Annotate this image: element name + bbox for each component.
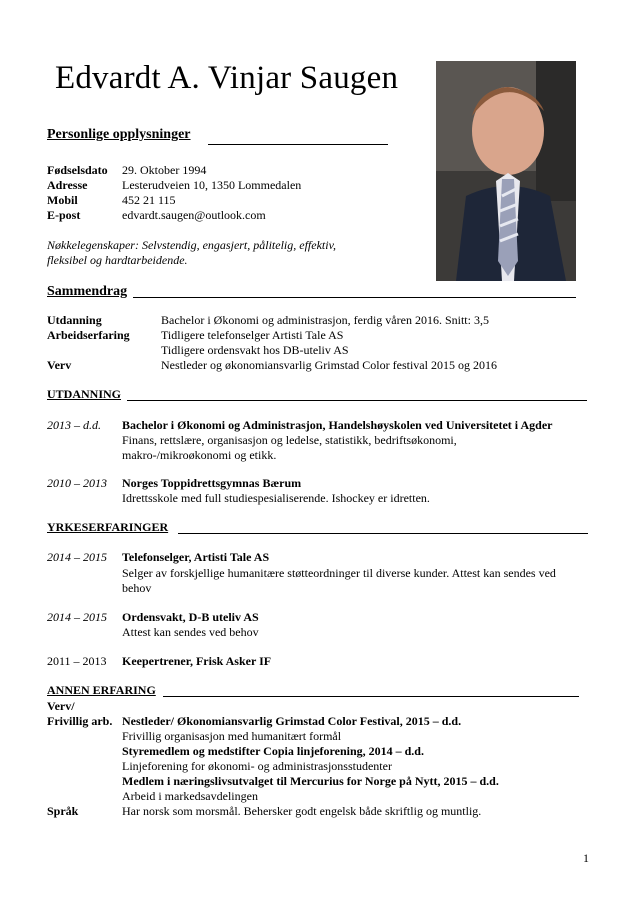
summary-label-education: Utdanning	[47, 313, 102, 327]
key-traits-line1: Nøkkelegenskaper: Selvstendig, engasjert, pålitelig, effektiv,	[47, 238, 337, 252]
other-label: Frivillig arb.	[47, 714, 113, 728]
other-label: Verv/	[47, 699, 75, 713]
value-address: Lesterudveien 10, 1350 Lommedalen	[122, 178, 302, 192]
job-period: 2014 – 2015	[47, 550, 107, 564]
other-item-title: Nestleder/ Økonomiansvarlig Grimstad Color Festival, 2015 – d.d.	[122, 714, 462, 728]
other-item-desc: Arbeid i markedsavdelingen	[122, 789, 258, 803]
value-mobile: 452 21 115	[122, 193, 176, 207]
education-heading: UTDANNING	[47, 387, 122, 401]
other-item-title: Medlem i næringslivsutvalget til Mercurius for Norge på Nytt, 2015 – d.d.	[122, 774, 499, 788]
key-traits-line2: fleksibel og hardtarbeidende.	[47, 253, 188, 267]
page-number: 1	[583, 851, 589, 865]
label-email: E-post	[47, 208, 81, 222]
job-desc: Attest kan sendes ved behov	[122, 625, 259, 639]
job-period: 2014 – 2015	[47, 610, 107, 624]
profile-photo	[436, 61, 576, 281]
other-item-title: Styremedlem og medstifter Copia linjeforening, 2014 – d.d.	[122, 744, 424, 758]
job-title: Telefonselger, Artisti Tale AS	[122, 550, 270, 564]
personal-heading: Personlige opplysninger	[47, 127, 191, 142]
edu-title: Bachelor i Økonomi og Administrasjon, Handelshøyskolen ved Universitetet i Agder	[122, 418, 553, 432]
value-email: edvardt.saugen@outlook.com	[122, 208, 266, 222]
job-desc: Selger av forskjellige humanitære støtteordninger til diverse kunder. Attest kan sendes ved	[122, 566, 556, 580]
summary-label-positions: Verv	[47, 358, 72, 372]
language-label: Språk	[47, 804, 79, 818]
language-value: Har norsk som morsmål. Behersker godt engelsk både skriftlig og muntlig.	[122, 804, 482, 818]
other-item-desc: Linjeforening for økonomi- og administrasjonsstudenter	[122, 759, 392, 773]
summary-heading: Sammendrag	[47, 284, 128, 299]
value-birthdate: 29. Oktober 1994	[122, 163, 207, 177]
label-birthdate: Fødselsdato	[47, 163, 108, 177]
experience-heading: YRKESERFARINGER	[47, 520, 169, 534]
summary-value-positions: Nestleder og økonomiansvarlig Grimstad Color festival 2015 og 2016	[161, 358, 497, 372]
edu-title: Norges Toppidrettsgymnas Bærum	[122, 476, 302, 490]
edu-period: 2010 – 2013	[47, 476, 107, 490]
job-title: Keepertrener, Frisk Asker IF	[122, 654, 272, 668]
summary-value-education: Bachelor i Økonomi og administrasjon, ferdig våren 2016. Snitt: 3,5	[161, 313, 489, 327]
other-item-desc: Frivillig organisasjon med humanitært formål	[122, 729, 342, 743]
job-desc: behov	[122, 581, 152, 595]
edu-period: 2013 – d.d.	[47, 418, 101, 432]
edu-desc: Finans, rettslære, organisasjon og ledelse, statistikk, bedriftsøkonomi,	[122, 433, 457, 447]
other-heading: ANNEN ERFARING	[47, 683, 156, 697]
job-title: Ordensvakt, D-B uteliv AS	[122, 610, 259, 624]
job-period: 2011 – 2013	[47, 654, 107, 668]
summary-label-work: Arbeidserfaring	[47, 328, 130, 342]
summary-value-work: Tidligere telefonselger Artisti Tale AS	[161, 328, 344, 342]
label-address: Adresse	[47, 178, 88, 192]
cv-name: Edvardt A. Vinjar Saugen	[55, 60, 399, 96]
label-mobile: Mobil	[47, 193, 78, 207]
edu-desc: Idrettsskole med full studiespesialiserende. Ishockey er idretten.	[122, 491, 430, 505]
summary-value-work-2: Tidligere ordensvakt hos DB-uteliv AS	[161, 343, 349, 357]
edu-desc: makro-/mikroøkonomi og etikk.	[122, 448, 277, 462]
